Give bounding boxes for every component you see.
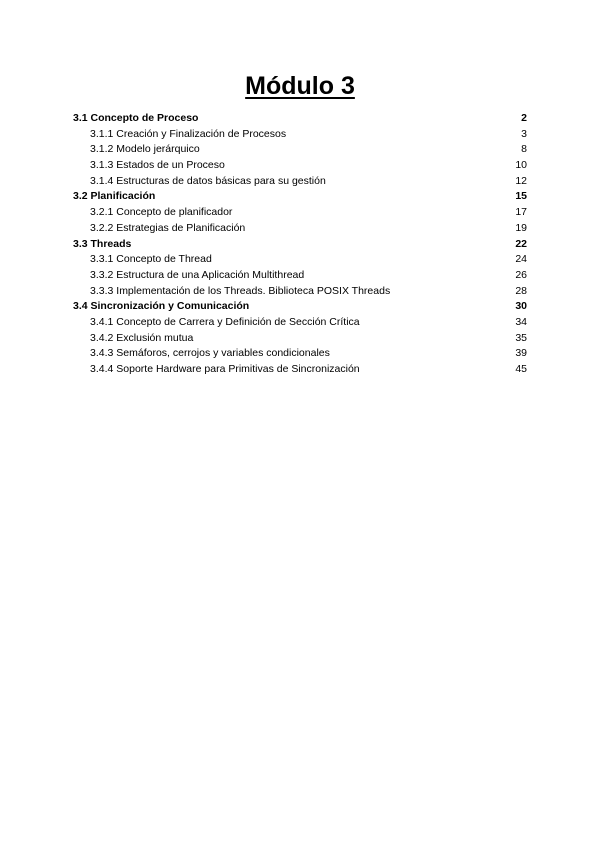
page-title	[0, 68, 600, 104]
toc-section-entry	[73, 299, 527, 315]
toc-entry-page-number: 30	[515, 300, 527, 313]
toc-subsection-entry	[73, 127, 527, 143]
toc-entry-label: 3.3.3 Implementación de los Threads. Biblioteca POSIX Threads	[90, 284, 391, 297]
toc-entry-page-number: 19	[515, 221, 527, 234]
toc-entry-page-number: 28	[515, 284, 527, 297]
toc-section-entry	[73, 111, 527, 127]
toc-subsection-entry	[73, 362, 527, 378]
toc-entry-label: 3.1.3 Estados de un Proceso	[90, 159, 225, 172]
toc-entry-label: 3.3.2 Estructura de una Aplicación Multithread	[90, 268, 305, 281]
toc-section-entry	[73, 237, 527, 253]
table-of-contents	[73, 111, 527, 378]
toc-subsection-entry	[73, 142, 527, 158]
toc-entry-page-number: 17	[515, 206, 527, 219]
toc-subsection-entry	[73, 268, 527, 284]
toc-entry-label: 3.4.1 Concepto de Carrera y Definición de Sección Crítica	[90, 315, 360, 328]
page-title-text: Módulo 3	[245, 72, 355, 100]
toc-entry-label: 3.1.4 Estructuras de datos básicas para su gestión	[90, 174, 326, 187]
toc-section-entry	[73, 189, 527, 205]
toc-entry-page-number: 12	[515, 174, 527, 187]
toc-entry-label: 3.1 Concepto de Proceso	[73, 112, 199, 124]
toc-entry-page-number: 34	[515, 315, 527, 328]
toc-entry-label: 3.4.2 Exclusión mutua	[90, 331, 194, 344]
toc-entry-label: 3.1.1 Creación y Finalización de Procesos	[90, 127, 287, 140]
toc-entry-label: 3.1.2 Modelo jerárquico	[90, 143, 200, 156]
toc-entry-label: 3.2.2 Estrategias de Planificación	[90, 221, 246, 234]
toc-entry-page-number: 3	[521, 127, 527, 140]
toc-entry-page-number: 24	[515, 253, 527, 266]
toc-entry-page-number: 2	[521, 112, 527, 124]
toc-subsection-entry	[73, 252, 527, 268]
toc-entry-page-number: 35	[515, 331, 527, 344]
toc-entry-label: 3.4.4 Soporte Hardware para Primitivas de Sincronización	[90, 363, 360, 375]
toc-subsection-entry	[73, 331, 527, 347]
toc-entry-label: 3.3.1 Concepto de Thread	[90, 253, 212, 266]
toc-subsection-entry	[73, 221, 527, 237]
toc-entry-page-number: 39	[515, 347, 527, 360]
toc-entry-page-number: 45	[515, 363, 527, 375]
toc-subsection-entry	[73, 158, 527, 174]
toc-entry-label: 3.3 Threads	[73, 237, 132, 250]
toc-entry-label: 3.4.3 Semáforos, cerrojos y variables condicionales	[90, 347, 330, 360]
toc-subsection-entry	[73, 346, 527, 362]
toc-entry-page-number: 26	[515, 268, 527, 281]
toc-entry-label: 3.2 Planificación	[73, 190, 156, 203]
toc-subsection-entry	[73, 174, 527, 190]
toc-entry-page-number: 15	[515, 190, 527, 203]
toc-entry-label: 3.2.1 Concepto de planificador	[90, 206, 233, 219]
toc-subsection-entry	[73, 205, 527, 221]
toc-subsection-entry	[73, 315, 527, 331]
toc-entry-page-number: 22	[515, 237, 527, 250]
toc-entry-page-number: 8	[521, 143, 527, 156]
toc-entry-page-number: 10	[515, 159, 527, 172]
toc-subsection-entry	[73, 284, 527, 300]
toc-entry-label: 3.4 Sincronización y Comunicación	[73, 300, 250, 313]
